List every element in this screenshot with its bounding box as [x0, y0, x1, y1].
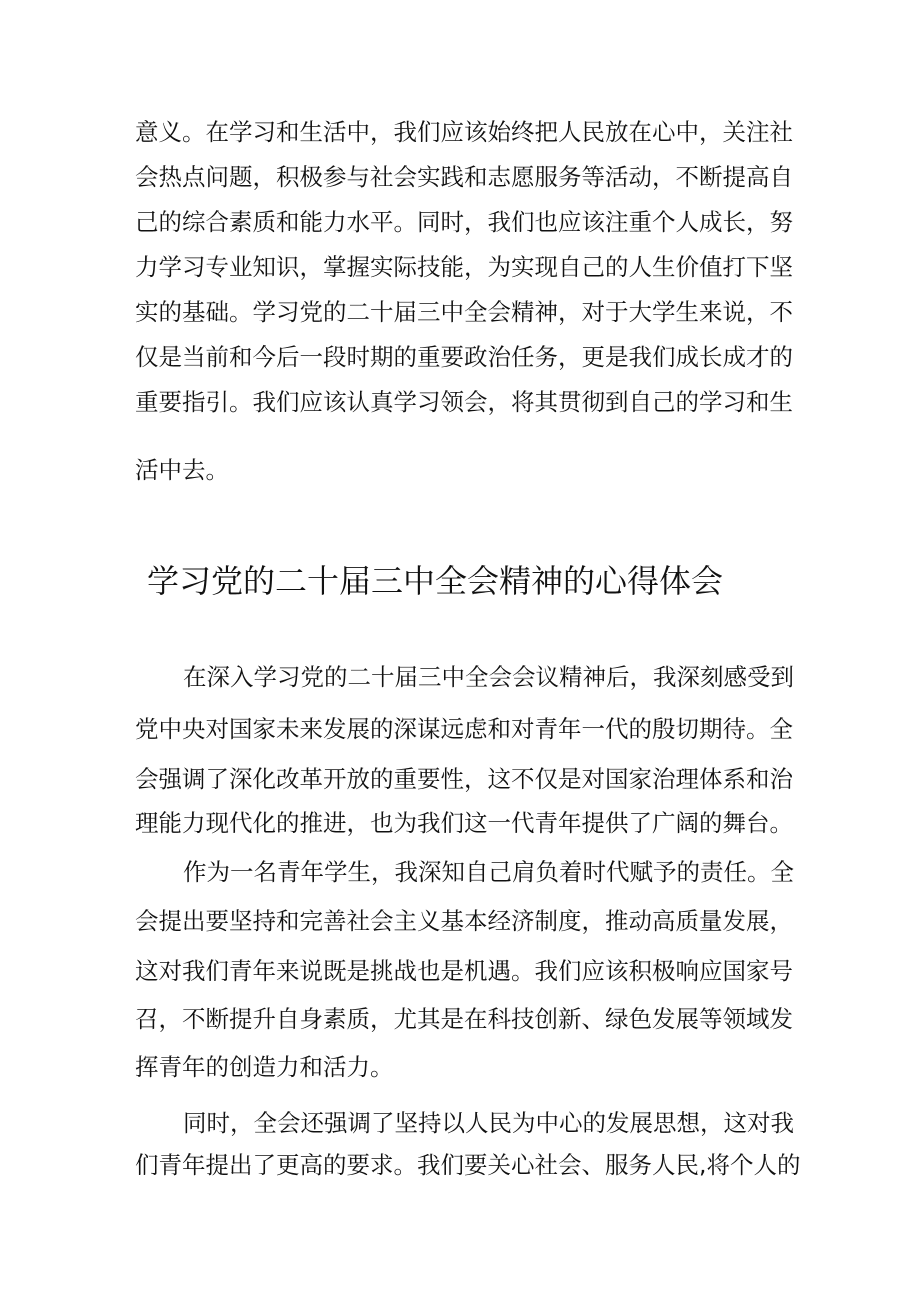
text-line: 理能力现代化的推进，也为我们这一代青年提供了广阔的舞台。 — [135, 809, 793, 837]
paragraph-first-line: 同时，全会还强调了坚持以人民为中心的发展思想，这对我 — [183, 1109, 794, 1137]
paragraph-first-line: 在深入学习党的二十届三中全会会议精神后，我深刻感受到 — [183, 663, 794, 691]
text-line: 重要指引。我们应该认真学习领会，将其贯彻到自己的学习和生 — [135, 388, 793, 416]
text-line: 活中去。 — [135, 456, 229, 484]
text-line: 实的基础。学习党的二十届三中全会精神，对于大学生来说，不 — [135, 298, 793, 326]
text-line: 己的综合素质和能力水平。同时，我们也应该注重个人成长，努 — [135, 208, 793, 236]
text-line: 党中央对国家未来发展的深谋远虑和对青年一代的殷切期待。全 — [135, 715, 793, 743]
text-line: 会提出要坚持和完善社会主义基本经济制度，推动高质量发展， — [135, 907, 793, 935]
text-line: 们青年提出了更高的要求。我们要关心社会、服务人民,将个人的 — [135, 1151, 801, 1179]
text-line: 这对我们青年来说既是挑战也是机遇。我们应该积极响应国家号 — [135, 957, 793, 985]
text-line: 意义。在学习和生活中，我们应该始终把人民放在心中，关注社 — [135, 118, 793, 146]
text-line: 仅是当前和今后一段时期的重要政治任务，更是我们成长成才的 — [135, 343, 793, 371]
paragraph-first-line: 作为一名青年学生，我深知自己肩负着时代赋予的责任。全 — [183, 858, 794, 886]
text-line: 会强调了深化改革开放的重要性，这不仅是对国家治理体系和治 — [135, 765, 793, 793]
text-line: 召，不断提升自身素质，尤其是在科技创新、绿色发展等领域发 — [135, 1005, 793, 1033]
text-line: 力学习专业知识，掌握实际技能，为实现自己的人生价值打下坚 — [135, 253, 793, 281]
text-line: 挥青年的创造力和活力。 — [135, 1053, 394, 1081]
text-line: 会热点问题，积极参与社会实践和志愿服务等活动，不断提高自 — [135, 163, 793, 191]
section-heading: 学习党的二十届三中全会精神的心得体会 — [147, 562, 724, 600]
